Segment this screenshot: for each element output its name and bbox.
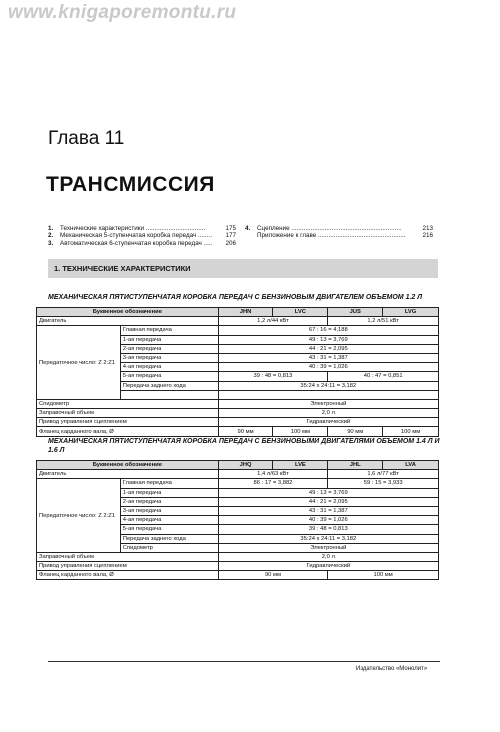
table-row: 1-ая передача 49 : 13 = 3,769 [37,488,439,497]
toc-item[interactable]: 1. Технические характеристики .................................. 175 [48,225,236,232]
publisher: Издательство «Монолит» [356,666,428,672]
toc-right [245,225,433,240]
toc-left [48,225,236,247]
chapter-title: ТРАНСМИССИЯ [46,173,215,196]
table-row: Двигатель 1,2 л/44 кВт 1,2 л/51 кВт [37,317,439,326]
table-row: Заправочный объем 2,0 л [37,552,439,561]
chapter-heading: Глава 11 [48,128,125,149]
table-row: Спидометр Электронный [37,543,439,552]
table-row: 3-ая передача 43 : 31 = 1,387 [37,506,439,515]
table1 [36,307,439,437]
table1-title: МЕХАНИЧЕСКАЯ ПЯТИСТУПЕНЧАТАЯ КОРОБКА ПЕРЕДАЧ С БЕНЗИНОВЫМ ДВИГАТЕЛЕМ ОБЪЕМОМ 1.2 Л [48,294,423,301]
table-row: 5-ая передача 39 : 48 = 0,813 40 : 47 = 0,851 [37,372,439,381]
table-row: 4-ая передача 40 : 39 = 1,026 [37,516,439,525]
table-row: Фланец карданного вала, Ø 90 мм 100 мм [37,571,439,580]
table-row: Передаточное число: Z 2:Z1 Главная передача 67 : 16 = 4,188 [37,326,439,335]
table2 [36,460,439,580]
table-row: 1-ая передача 49 : 13 = 3,769 [37,335,439,344]
watermark: www.knigaporemontu.ru [8,2,237,23]
table2-title: МЕХАНИЧЕСКАЯ ПЯТИСТУПЕНЧАТАЯ КОРОБКА ПЕРЕДАЧ С БЕНЗИНОВЫМИ ДВИГАТЕЛЯМИ ОБЪЕМОМ 1.4 Л И 1.6 Л [48,438,440,454]
table-row: 2-ая передача 44 : 21 = 2,095 [37,497,439,506]
toc-item[interactable]: Приложение к главе .................................................. 216 [257,232,433,240]
table-row: 4-ая передача 40 : 39 = 1,026 [37,363,439,372]
table-row: Привод управления сцеплением Гидравлический [37,418,439,427]
footer-divider [48,661,440,662]
table-row: 3-ая передача 43 : 31 = 1,387 [37,353,439,362]
table-row: 5-ая передача 39 : 48 = 0,813 [37,525,439,534]
table-header-row: Буквенное обозначение JHN LVC JUS LVG [37,308,439,317]
table-row: Фланец карданного вала, Ø 90 мм 100 мм 90 мм 100 мм [37,427,439,436]
table-row: 2-ая передача 44 : 21 = 2,095 [37,344,439,353]
table-row: Передача заднего хода 35:24 x 24:11 = 3,182 [37,381,439,390]
table-row: Передача заднего хода 35:24 x 24:11 = 3,182 [37,534,439,543]
table-row: Передаточное число: Z 2:Z1 Главная передача 86 : 17 = 3,882 59 : 15 = 3,933 [37,479,439,488]
table-header-row: Буквенное обозначение JHQ LVE JHL LVA [37,461,439,470]
toc-item[interactable]: 3. Автоматическая 6-ступенчатая коробка передач ..... 206 [48,239,236,247]
table-row: Привод управления сцеплением Гидравлический [37,562,439,571]
table-row: Двигатель 1,4 л/63 кВт 1,6 л/77 кВт [37,470,439,479]
toc-item[interactable]: 4. Сцепление ............................................................... 213 [245,225,433,232]
toc-item[interactable]: 2. Механическая 5-ступенчатая коробка передач ........ 177 [48,232,236,240]
section-heading: 1. ТЕХНИЧЕСКИЕ ХАРАКТЕРИСТИКИ [48,259,438,278]
table-row: Заправочный объем 2,0 л [37,409,439,418]
table-row: Спидометр Электронный [37,399,439,408]
